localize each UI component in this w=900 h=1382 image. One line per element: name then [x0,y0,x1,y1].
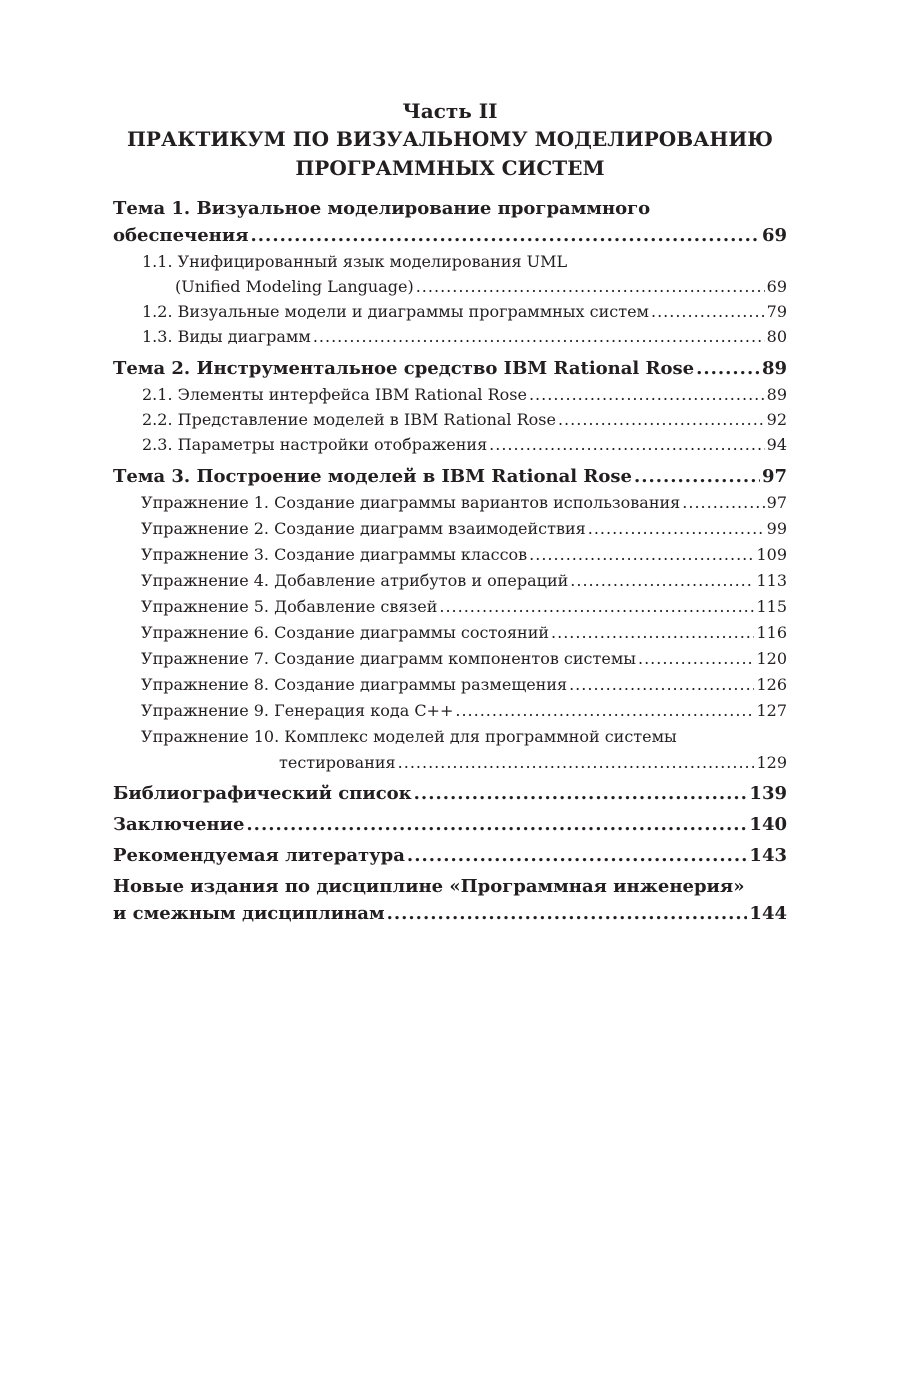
toc-new-editions-title-line2: и смежным дисциплинам [113,903,385,924]
toc-exercise-5[interactable] [113,594,787,620]
leader-dots [489,432,764,457]
part-label: Часть II [402,99,498,123]
toc-exercise-3[interactable] [113,542,787,568]
leader-dots [570,568,754,594]
toc-exercise-10-page: 129 [756,753,787,772]
toc-exercise-7-title: Упражнение 7. Создание диаграмм компонентов системы [141,649,636,668]
toc-item-1-1-page: 69 [766,277,787,296]
toc-exercise-2[interactable] [113,516,787,542]
toc-item-1-1[interactable] [113,249,787,299]
toc-topic-1-page: 69 [761,225,787,246]
leader-dots [638,646,754,672]
leader-dots [455,698,754,724]
toc-exercise-9-page: 127 [756,701,787,720]
toc-exercise-10[interactable] [113,724,787,776]
leader-dots [529,382,765,407]
toc-recommended-page: 143 [749,845,787,866]
toc-topic-3-page: 97 [761,466,787,487]
toc-conclusion-title: Заключение [113,814,245,835]
toc-item-2-2-page: 92 [766,410,787,429]
toc-item-1-3-title: 1.3. Виды диаграмм [142,327,311,346]
toc-topic-3-title: Тема 3. Построение моделей в IBM Rational Rose [113,466,632,487]
leader-dots [651,299,765,324]
toc-topic-3[interactable] [113,463,787,490]
toc-conclusion[interactable] [113,811,787,838]
toc-exercise-4[interactable] [113,568,787,594]
toc-item-2-2[interactable] [113,407,787,432]
toc-exercise-7-page: 120 [756,649,787,668]
toc-exercise-1-page: 97 [766,493,787,512]
toc-bibliography-page: 139 [749,783,787,804]
leader-dots [246,811,747,838]
leader-dots [313,324,765,349]
part-title-line1: ПРАКТИКУМ ПО ВИЗУАЛЬНОМУ МОДЕЛИРОВАНИЮ [127,127,773,151]
toc-bibliography-title: Библиографический список [113,783,412,804]
toc-recommended-title: Рекомендуемая литература [113,845,405,866]
leader-dots [682,490,764,516]
toc-exercise-9[interactable] [113,698,787,724]
leader-dots [407,842,748,869]
toc-conclusion-page: 140 [749,814,787,835]
leader-dots [569,672,754,698]
toc-exercise-1-title: Упражнение 1. Создание диаграммы вариантов использования [141,493,681,512]
toc-item-1-1-title-line1: 1.1. Унифицированный язык моделирования UML [142,252,568,271]
part-header [113,98,787,183]
toc-exercise-7[interactable] [113,646,787,672]
leader-dots [439,594,754,620]
toc-bibliography[interactable] [113,780,787,807]
toc-topic-2[interactable] [113,355,787,382]
toc-exercise-6-page: 116 [756,623,787,642]
toc-exercise-6[interactable] [113,620,787,646]
leader-dots [251,222,760,249]
leader-dots [529,542,754,568]
toc-exercise-3-title: Упражнение 3. Создание диаграммы классов [141,545,528,564]
toc-item-2-2-title: 2.2. Представление моделей в IBM Rational Rose [142,410,556,429]
toc-exercise-3-page: 109 [756,545,787,564]
toc-item-2-3-title: 2.3. Параметры настройки отображения [142,435,488,454]
toc-page [113,98,787,927]
toc-exercise-2-title: Упражнение 2. Создание диаграмм взаимодействия [141,519,586,538]
toc-recommended[interactable] [113,842,787,869]
toc-item-2-1[interactable] [113,382,787,407]
toc-exercise-10-title-line2: тестирования [279,753,396,772]
toc-topic-2-title: Тема 2. Инструментальное средство IBM Rational Rose [113,358,695,379]
toc-item-1-2[interactable] [113,299,787,324]
toc-exercise-5-title: Упражнение 5. Добавление связей [141,597,438,616]
toc-exercise-4-title: Упражнение 4. Добавление атрибутов и операций [141,571,569,590]
leader-dots [416,274,765,299]
leader-dots [558,407,765,432]
toc-item-2-3-page: 94 [766,435,787,454]
toc-item-1-3-page: 80 [766,327,787,346]
leader-dots [414,780,748,807]
toc-new-editions-title-line1: Новые издания по дисциплине «Программная инженерия» [113,876,745,897]
toc-exercise-9-title: Упражнение 9. Генерация кода C++ [141,701,454,720]
toc-topic-2-page: 89 [761,358,787,379]
part-title-line2: ПРОГРАММНЫХ СИСТЕМ [295,156,605,180]
toc-exercise-8-title: Упражнение 8. Создание диаграммы размещения [141,675,568,694]
toc-topic-1-title-line1: Тема 1. Визуальное моделирование программного [113,198,651,219]
toc-item-1-2-title: 1.2. Визуальные модели и диаграммы программных систем [142,302,649,321]
toc-exercise-5-page: 115 [756,597,787,616]
leader-dots [398,750,755,776]
toc-item-2-3[interactable] [113,432,787,457]
toc-exercise-8-page: 126 [756,675,787,694]
toc-topic-1[interactable] [113,195,787,249]
toc-exercise-4-page: 113 [756,571,787,590]
toc-exercise-1[interactable] [113,490,787,516]
toc-topic-1-title-line2: обеспечения [113,225,249,246]
toc-exercise-8[interactable] [113,672,787,698]
toc-exercise-6-title: Упражнение 6. Создание диаграммы состояний [141,623,550,642]
toc-new-editions[interactable] [113,873,787,927]
leader-dots [588,516,765,542]
leader-dots [696,355,760,382]
toc-item-1-2-page: 79 [766,302,787,321]
leader-dots [634,463,760,490]
toc-new-editions-page: 144 [749,903,787,924]
toc-item-2-1-title: 2.1. Элементы интерфейса IBM Rational Rose [142,385,527,404]
leader-dots [551,620,754,646]
toc-item-1-3[interactable] [113,324,787,349]
toc-item-2-1-page: 89 [766,385,787,404]
toc-exercise-2-page: 99 [766,519,787,538]
toc-exercise-10-title-line1: Упражнение 10. Комплекс моделей для программной системы [141,727,677,746]
toc-item-1-1-title-line2: (Unified Modeling Language) [175,277,414,296]
leader-dots [387,900,748,927]
